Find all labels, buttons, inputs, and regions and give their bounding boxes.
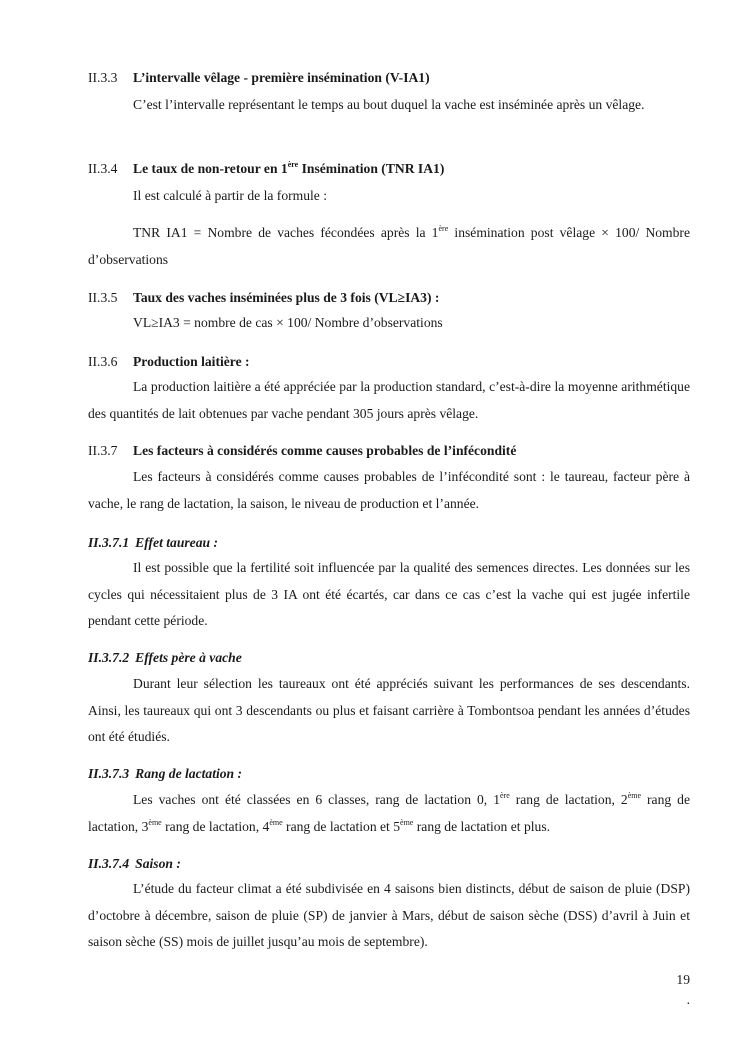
paragraph-rang-lactation: Les vaches ont été classées en 6 classes, rang de lactation 0, 1ère rang de lactation, 2ème rang de lactation, 3ème rang de lactation, 4ème rang de lactation et 5ème rang de lactation et plus.: [88, 791, 690, 834]
formula-tnr-ia1: TNR IA1 = Nombre de vaches fécondées après la 1ère insémination post vêlage × 100/ Nombre d’observations: [88, 224, 690, 267]
section-title: Saison :: [135, 856, 181, 871]
heading-ii-3-7-4: [88, 855, 181, 873]
section-title: Les facteurs à considérés comme causes probables de l’infécondité: [133, 443, 517, 458]
section-number: II.3.7: [88, 443, 118, 458]
section-title: Effet taureau :: [135, 535, 218, 550]
section-number: II.3.6: [88, 354, 118, 369]
section-number: II.3.4: [88, 161, 118, 176]
section-number: II.3.5: [88, 290, 118, 305]
paragraph-v-ia1: C’est l’intervalle représentant le temps au bout duquel la vache est inséminée après un vêlage.: [133, 97, 645, 112]
section-number: II.3.3: [88, 70, 118, 85]
heading-ii-3-5: [88, 289, 439, 307]
paragraph-saison: L’étude du facteur climat a été subdivisée en 4 saisons bien distincts, début de saison de pluie (DSP) d’octobre à décembre, saison de pluie (SP) de janvier à Mars, début de saison sèche (DSS) d’avril à Juin et saison sèche (SS) mois de juillet jusqu’au mois de septembre).: [88, 881, 690, 949]
paragraph-effet-taureau: Il est possible que la fertilité soit influencée par la qualité des semences directes. Les données sur les cycles qui nécessitaient plus de 3 IA ont été écartés, car dans ce cas c’est la vache qui est jugée infertile pendant cette période.: [88, 560, 690, 628]
paragraph-formula-intro: Il est calculé à partir de la formule :: [133, 188, 327, 203]
heading-ii-3-6: [88, 353, 250, 371]
heading-ii-3-3: [88, 69, 430, 87]
section-number: II.3.7.1: [88, 535, 130, 550]
page-number-dot: .: [686, 992, 690, 1007]
section-title: Taux des vaches inséminées plus de 3 fois (VL≥IA3) :: [133, 290, 440, 305]
heading-ii-3-4: [88, 160, 444, 178]
section-title: Production laitière :: [133, 354, 250, 369]
heading-ii-3-7-1: [88, 534, 218, 552]
formula-vl-ia3: VL≥IA3 = nombre de cas × 100/ Nombre d’observations: [133, 315, 443, 330]
paragraph-production: La production laitière a été appréciée par la production standard, c’est-à-dire la moyenne arithmétique des quantités de lait obtenues par vache pendant 305 jours après vêlage.: [88, 379, 690, 421]
page-number: 19: [676, 972, 690, 987]
paragraph-pere-vache: Durant leur sélection les taureaux ont été appréciés suivant les performances de ses descendants. Ainsi, les taureaux qui ont 3 descendants ou plus et faisant carrière à Tombontsoa pendant les années d’études ont été étudiés.: [88, 676, 690, 744]
section-number: II.3.7.4: [88, 856, 130, 871]
section-number: II.3.7.2: [88, 650, 130, 665]
section-title: Rang de lactation :: [135, 766, 243, 781]
paragraph-facteurs: Les facteurs à considérés comme causes probables de l’infécondité sont : le taureau, facteur père à vache, le rang de lactation, la saison, le niveau de production et l’année.: [88, 469, 690, 511]
heading-ii-3-7: [88, 442, 516, 460]
section-number: II.3.7.3: [88, 766, 130, 781]
heading-ii-3-7-3: [88, 765, 242, 783]
section-title: L’intervalle vêlage - première insémination (V-IA1): [133, 70, 430, 85]
section-title: Le taux de non-retour en 1ère Insémination (TNR IA1): [133, 160, 445, 176]
section-title: Effets père à vache: [135, 650, 242, 665]
heading-ii-3-7-2: [88, 649, 242, 667]
